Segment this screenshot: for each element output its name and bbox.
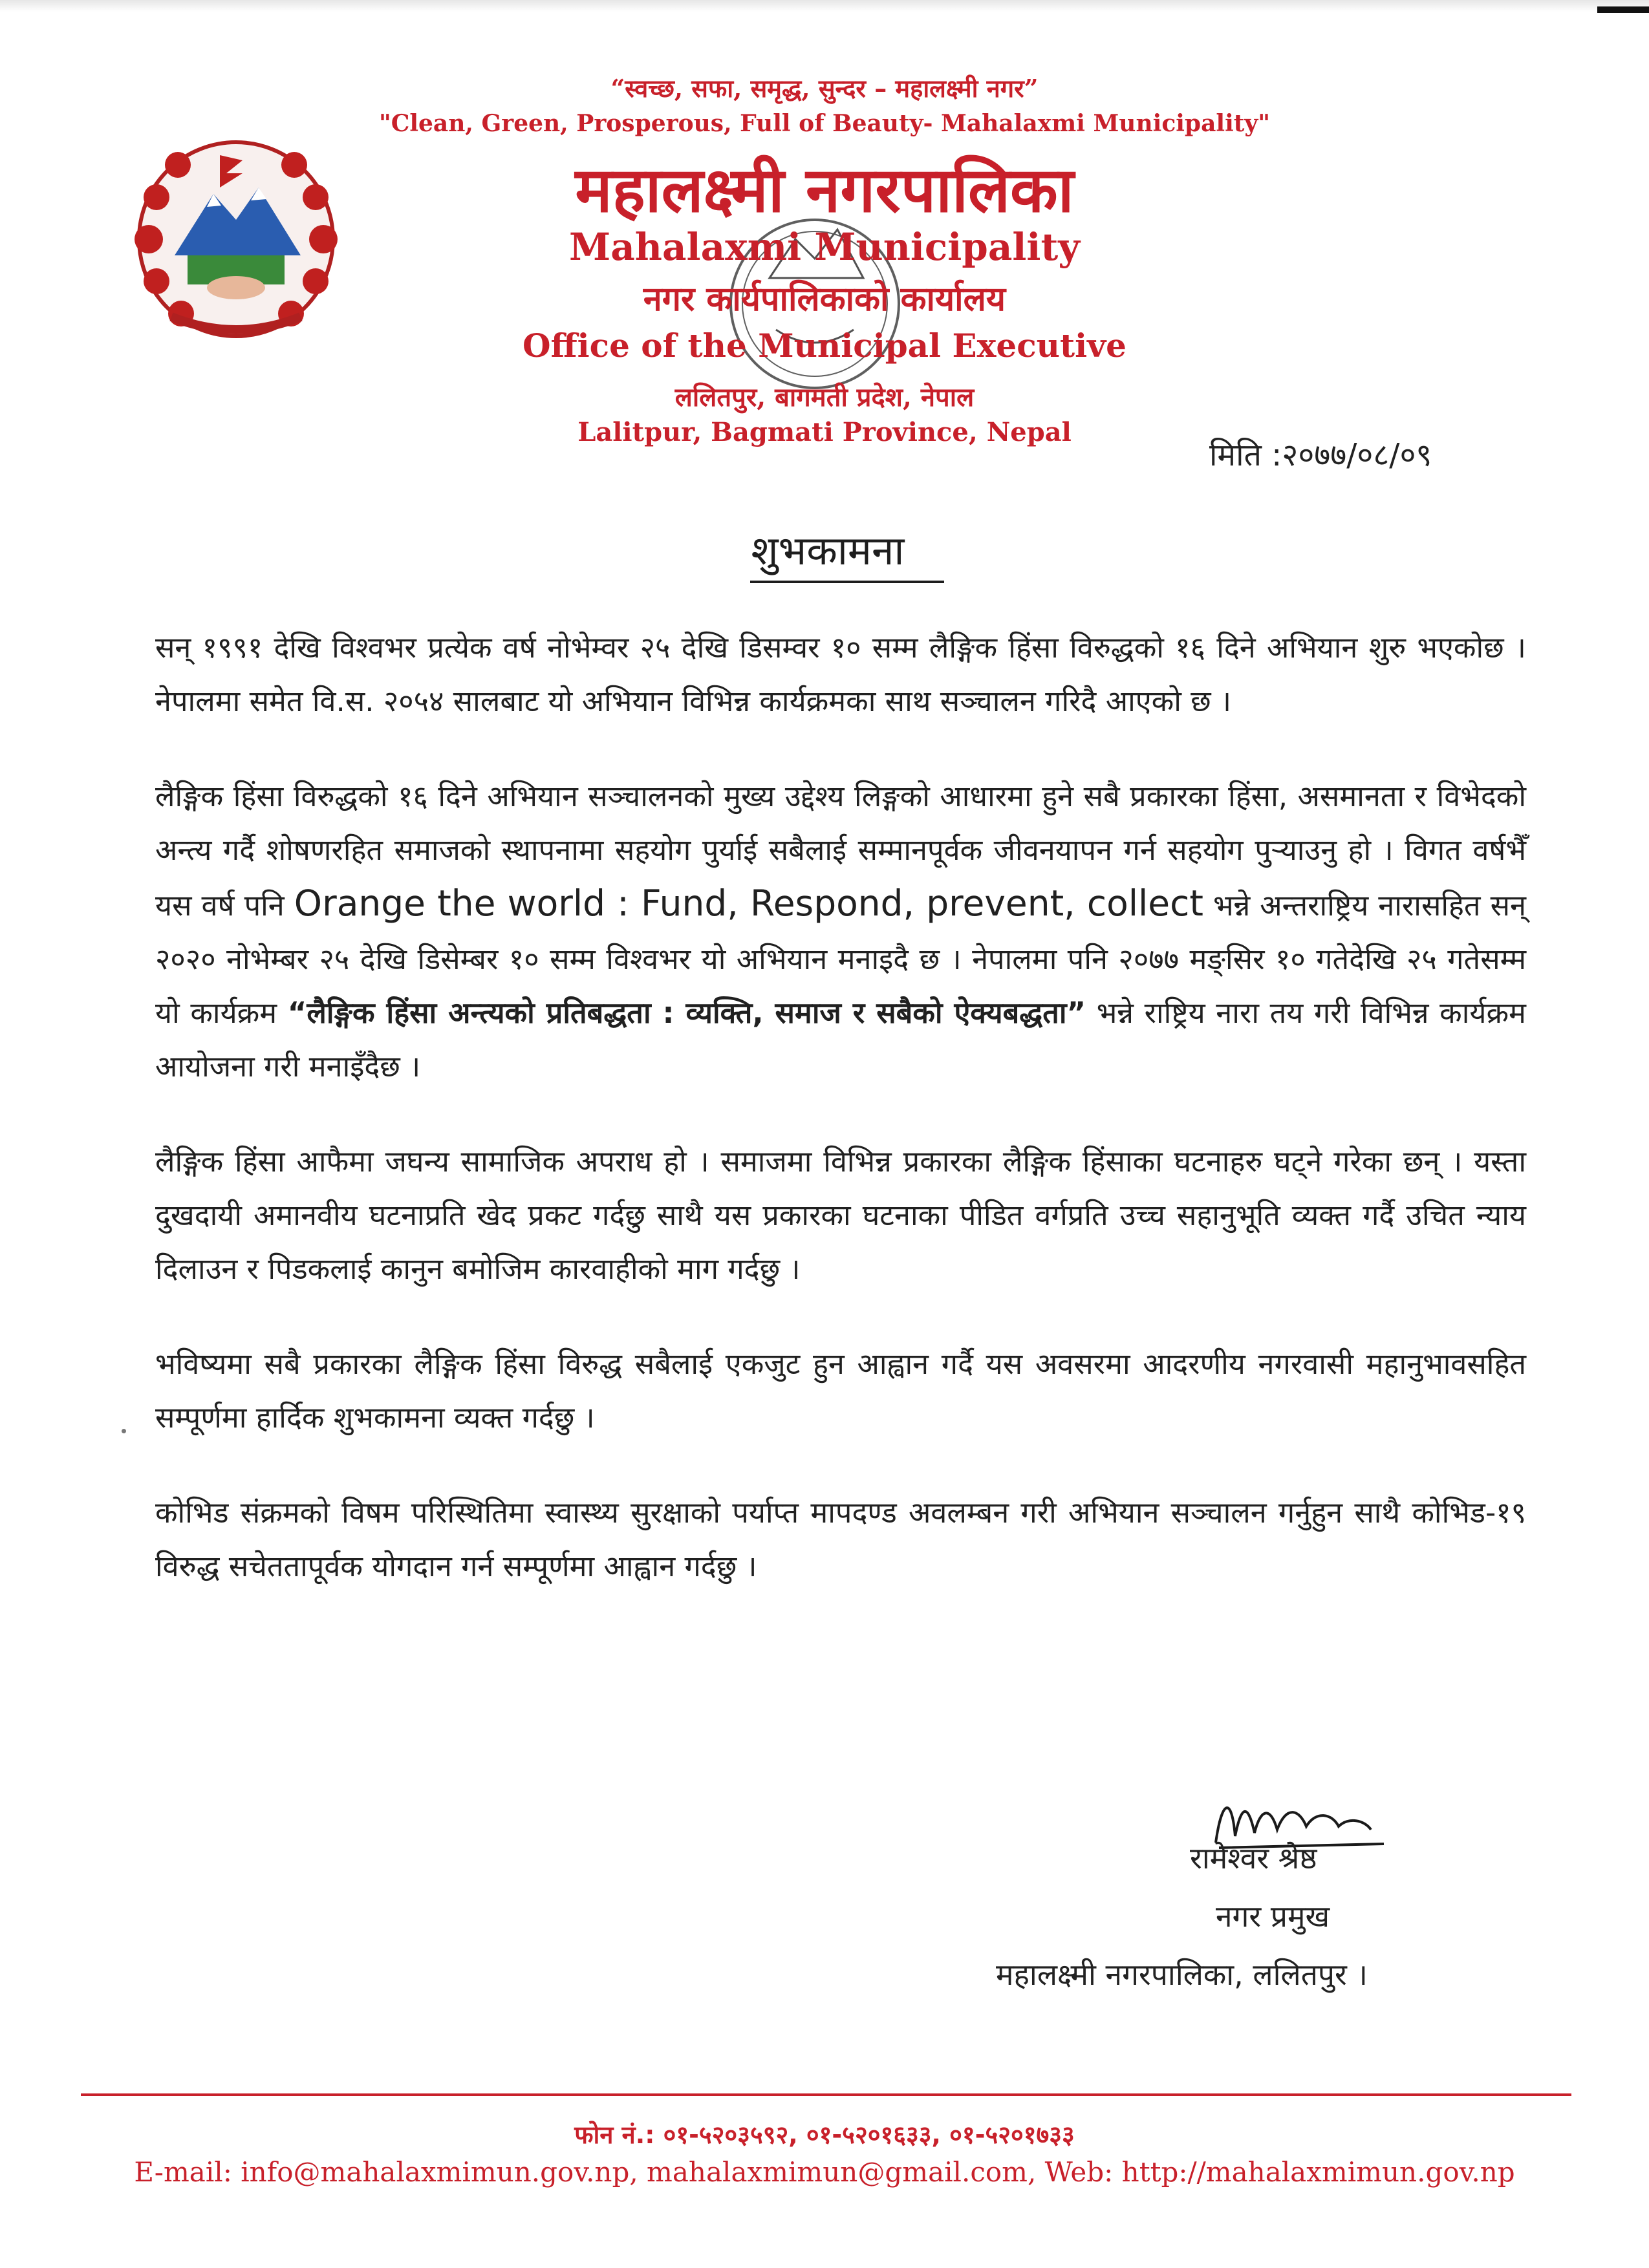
footer-contact: E-mail: info@mahalaxmimun.gov.np, mahalaxmimun@gmail.com, Web: http://mahalaxmimun.gov.np xyxy=(134,2156,1515,2188)
letter-body xyxy=(155,621,1526,1634)
nepal-emblem-icon xyxy=(123,129,349,343)
paragraph-5: कोभिड संक्रमको विषम परिस्थितिमा स्वास्थ्य सुरक्षाको पर्याप्त मापदण्ड अवलम्बन गरी अभियान सञ्चालन गर्नुहुन साथै कोभिड-१९ विरुद्ध सचेततापूर्वक योगदान गर्न सम्पूर्णमा आह्वान गर्दछु । xyxy=(155,1495,1526,1583)
office-name-english: Office of the Municipal Executive xyxy=(523,326,1126,365)
paragraph-2-part-e: भन्ने राष्ट्रिय नारा तय गरी विभिन्न कार्यक्रम आयोजना गरी मनाइँदैछ । xyxy=(155,996,1526,1084)
scan-speck xyxy=(122,1429,126,1433)
slogan-nepali: “स्वच्छ, सफा, समृद्ध, सुन्दर – महालक्ष्मी नगर” xyxy=(610,74,1039,103)
address-nepali: ललितपुर, बागमती प्रदेश, नेपाल xyxy=(674,382,975,412)
scan-corner-mark xyxy=(1597,6,1649,13)
paragraph-2 xyxy=(155,769,1526,1093)
signatory-title: नगर प्रमुख xyxy=(1216,1899,1330,1934)
title-underline xyxy=(750,581,944,583)
paragraph-2-part-c: भन्ने अन्तराष्ट्रिय नारासहित सन् २०२० नोभेम्बर २५ देखि डिसेम्बर १० सम्म विश्वभर यो अभियान मनाइदै छ । नेपालमा पनि २०७७ मङ्सिर १० गतेदेखि २५ गतेसम्म यो कार्यक्रम xyxy=(155,888,1526,1030)
municipality-name-nepali: महालक्ष्मी नगरपालिका xyxy=(575,153,1074,226)
footer-divider xyxy=(81,2093,1571,2096)
paragraph-4: भविष्यमा सबै प्रकारका लैङ्गिक हिंसा विरुद्ध सबैलाई एकजुट हुन आह्वान गर्दै यस अवसरमा आदरणीय नगरवासी महानुभावसहित सम्पूर्णमा हार्दिक शुभकामना व्यक्त गर्दछु । xyxy=(155,1347,1526,1435)
scan-edge xyxy=(0,0,1649,12)
address-english: Lalitpur, Bagmati Province, Nepal xyxy=(577,417,1072,447)
office-name-nepali: नगर कार्यपालिकाको कार्यालय xyxy=(643,279,1006,319)
footer-phone: फोन नं.: ०१-५२०३५९२, ०१-५२०१६३३, ०१-५२०१७३३ xyxy=(574,2121,1075,2149)
paragraph-1: सन् १९९१ देखि विश्वभर प्रत्येक वर्ष नोभेम्वर २५ देखि डिसम्वर १० सम्म लैङ्गिक हिंसा विरुद्धको १६ दिने अभियान शुरु भएकोछ । नेपालमा समेत वि.स. २०५४ सालबाट यो अभियान विभिन्न कार्यक्रमका साथ सञ्चालन गरिदै आएको छ । xyxy=(155,630,1526,718)
signatory-organization: महालक्ष्मी नगरपालिका, ललितपुर । xyxy=(996,1957,1368,1992)
signatory-name: रामेश्वर श्रेष्ठ xyxy=(1190,1841,1317,1876)
paragraph-3: लैङ्गिक हिंसा आफैमा जघन्य सामाजिक अपराध हो । समाजमा विभिन्न प्रकारका लैङ्गिक हिंसाका घटनाहरु घट्ने गरेका छन् । यस्ता दुखदायी अमानवीय घटनाप्रति खेद प्रकट गर्दछु साथै यस प्रकारका घटनाका पीडित वर्गप्रति उच्च सहानुभूति व्यक्त गर्दै उचित न्याय दिलाउन र पिडकलाई कानुन बमोजिम कारवाहीको माग गर्दछु । xyxy=(155,1144,1526,1286)
campaign-slogan-english: Orange the world : Fund, Respond, prevent, collect xyxy=(294,883,1203,924)
municipality-name-english: Mahalaxmi Municipality xyxy=(569,225,1080,269)
slogan-english: "Clean, Green, Prosperous, Full of Beauty- Mahalaxmi Municipality" xyxy=(378,110,1271,137)
letter-title: शुभकामना xyxy=(751,527,905,574)
letter-date: मिति :२०७७/०८/०९ xyxy=(1209,437,1432,473)
paragraph-2-part-a: लैङ्गिक हिंसा विरुद्धको १६ दिने अभियान सञ्चालनको मुख्य उद्देश्य लिङ्गको आधारमा हुने सबै प्रकारका हिंसा, असमानता र विभेदको अन्त्य गर्दै शोषणरहित समाजको स्थापनामा सहयोग पुर्याई सबैलाई सम्मानपूर्वक जीवनयापन गर्न सहयोग पुर्‍याउनु हो । विगत वर्षभैँ यस वर्ष पनि xyxy=(155,779,1526,923)
national-slogan: “लैङ्गिक हिंसा अन्त्यको प्रतिबद्धता : व्यक्ति, समाज र सबैको ऐक्यबद्धता” xyxy=(287,996,1086,1030)
